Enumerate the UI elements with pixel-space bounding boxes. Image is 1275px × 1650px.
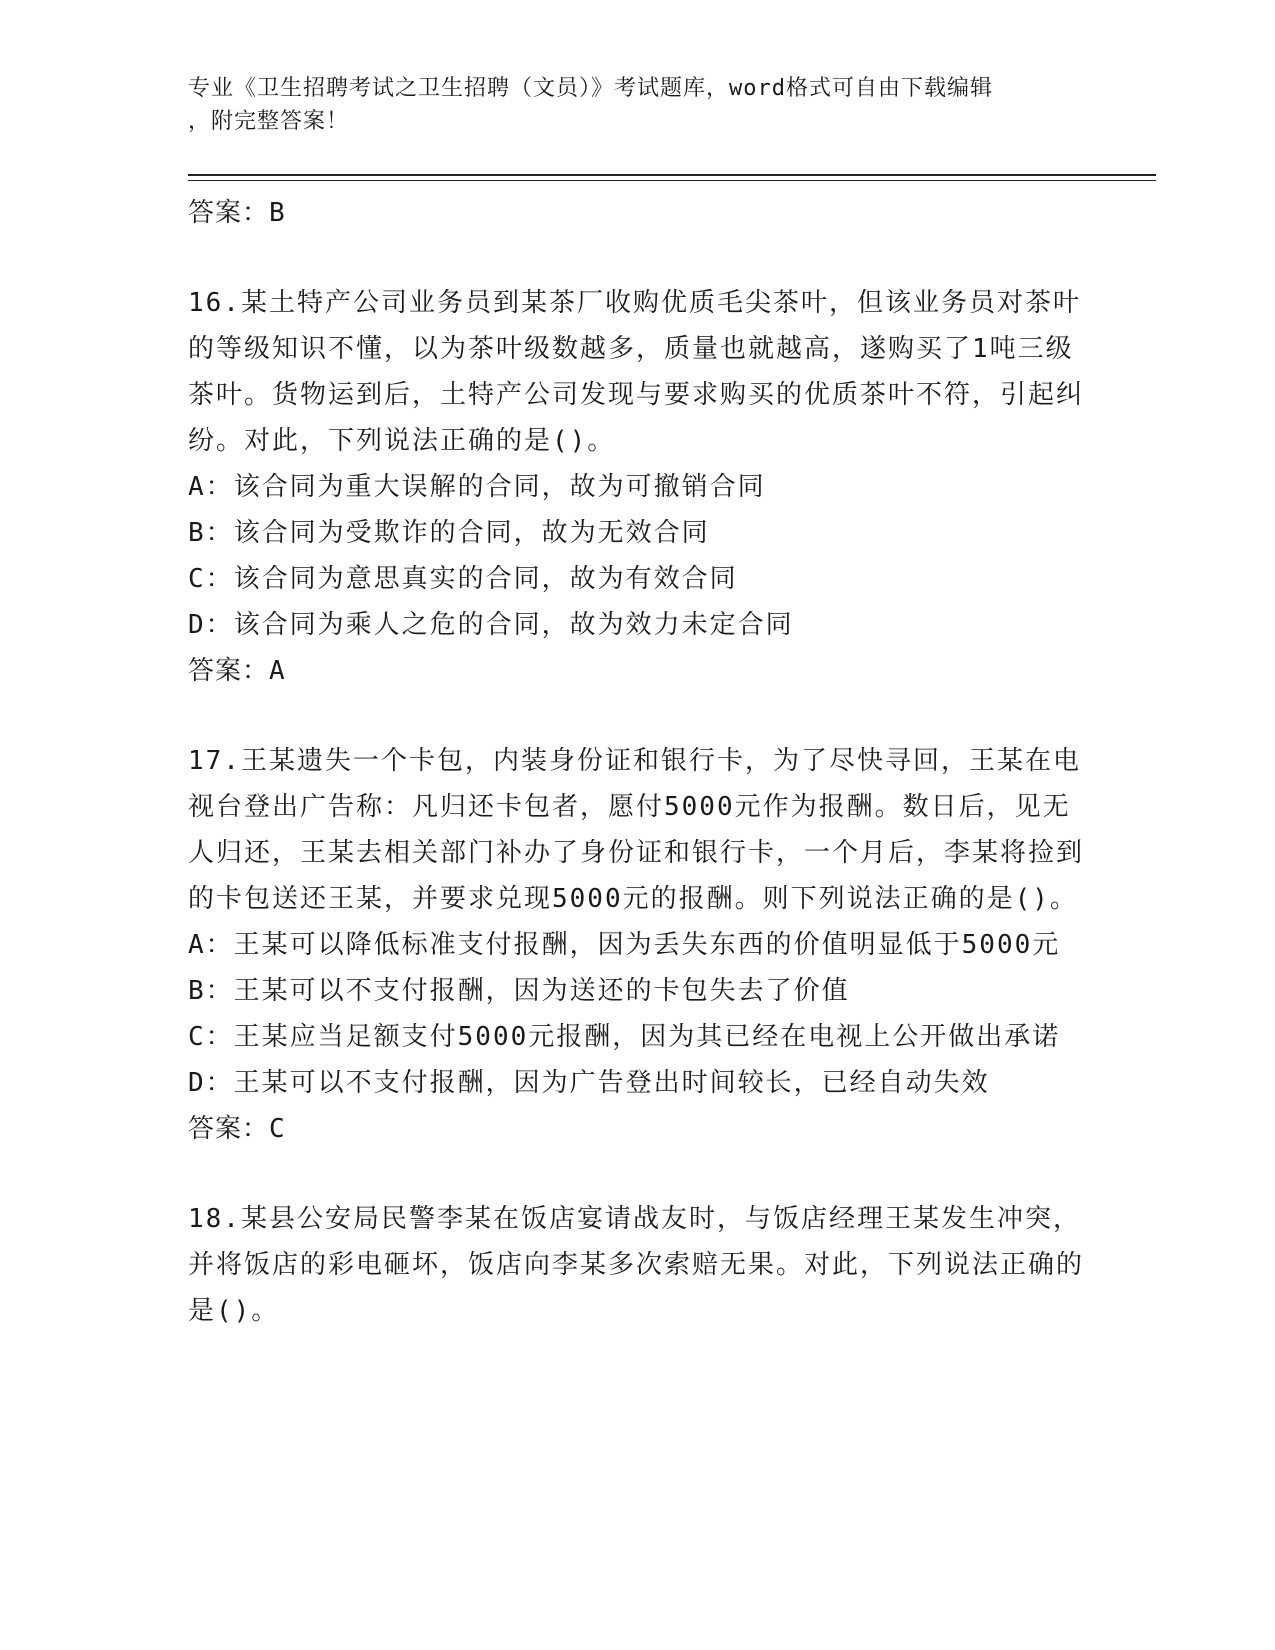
- question-18: [188, 1196, 1088, 1334]
- header-divider-thick: [188, 174, 1156, 176]
- question-17: [188, 738, 1088, 1152]
- question-stem: 17.王某遗失一个卡包，内装身份证和银行卡，为了尽快寻回，王某在电视台登出广告称：凡归还卡包者，愿付5000元作为报酬。数日后，见无人归还，王某去相关部门补办了身份证和银行卡，一个月后，李某将捡到的卡包送还王某，并要求兑现5000元的报酬。则下列说法正确的是()。: [188, 746, 1085, 914]
- document-header: [188, 72, 1078, 138]
- answer-17: 答案：C: [188, 1114, 286, 1144]
- option-c: C：王某应当足额支付5000元报酬，因为其已经在电视上公开做出承诺: [188, 1022, 1061, 1052]
- option-b: B：王某可以不支付报酬，因为送还的卡包失去了价值: [188, 976, 850, 1006]
- option-a: A：王某可以降低标准支付报酬，因为丢失东西的价值明显低于5000元: [188, 930, 1061, 960]
- question-16: [188, 280, 1088, 694]
- answer-previous: 答案：B: [188, 198, 286, 228]
- option-d: D：王某可以不支付报酬，因为广告登出时间较长，已经自动失效: [188, 1068, 990, 1098]
- option-d: D：该合同为乘人之危的合同，故为效力未定合同: [188, 610, 794, 640]
- option-a: A：该合同为重大误解的合同，故为可撤销合同: [188, 472, 766, 502]
- option-b: B：该合同为受欺诈的合同，故为无效合同: [188, 518, 710, 548]
- header-divider-thin: [188, 180, 1156, 181]
- header-line-1: 专业《卫生招聘考试之卫生招聘（文员）》考试题库，word格式可自由下载编辑: [188, 76, 993, 101]
- question-stem: 16.某土特产公司业务员到某茶厂收购优质毛尖茶叶，但该业务员对茶叶的等级知识不懂，以为茶叶级数越多，质量也就越高，遂购买了1吨三级茶叶。货物运到后，土特产公司发现与要求购买的优质茶叶不符，引起纠纷。对此，下列说法正确的是()。: [188, 288, 1085, 456]
- option-c: C：该合同为意思真实的合同，故为有效合同: [188, 564, 738, 594]
- header-line-2: ，附完整答案！: [188, 109, 350, 134]
- document-body: [188, 190, 1088, 1334]
- question-stem: 18.某县公安局民警李某在饭店宴请战友时，与饭店经理王某发生冲突，并将饭店的彩电砸坏，饭店向李某多次索赔无果。对此，下列说法正确的是()。: [188, 1204, 1085, 1326]
- answer-16: 答案：A: [188, 656, 286, 686]
